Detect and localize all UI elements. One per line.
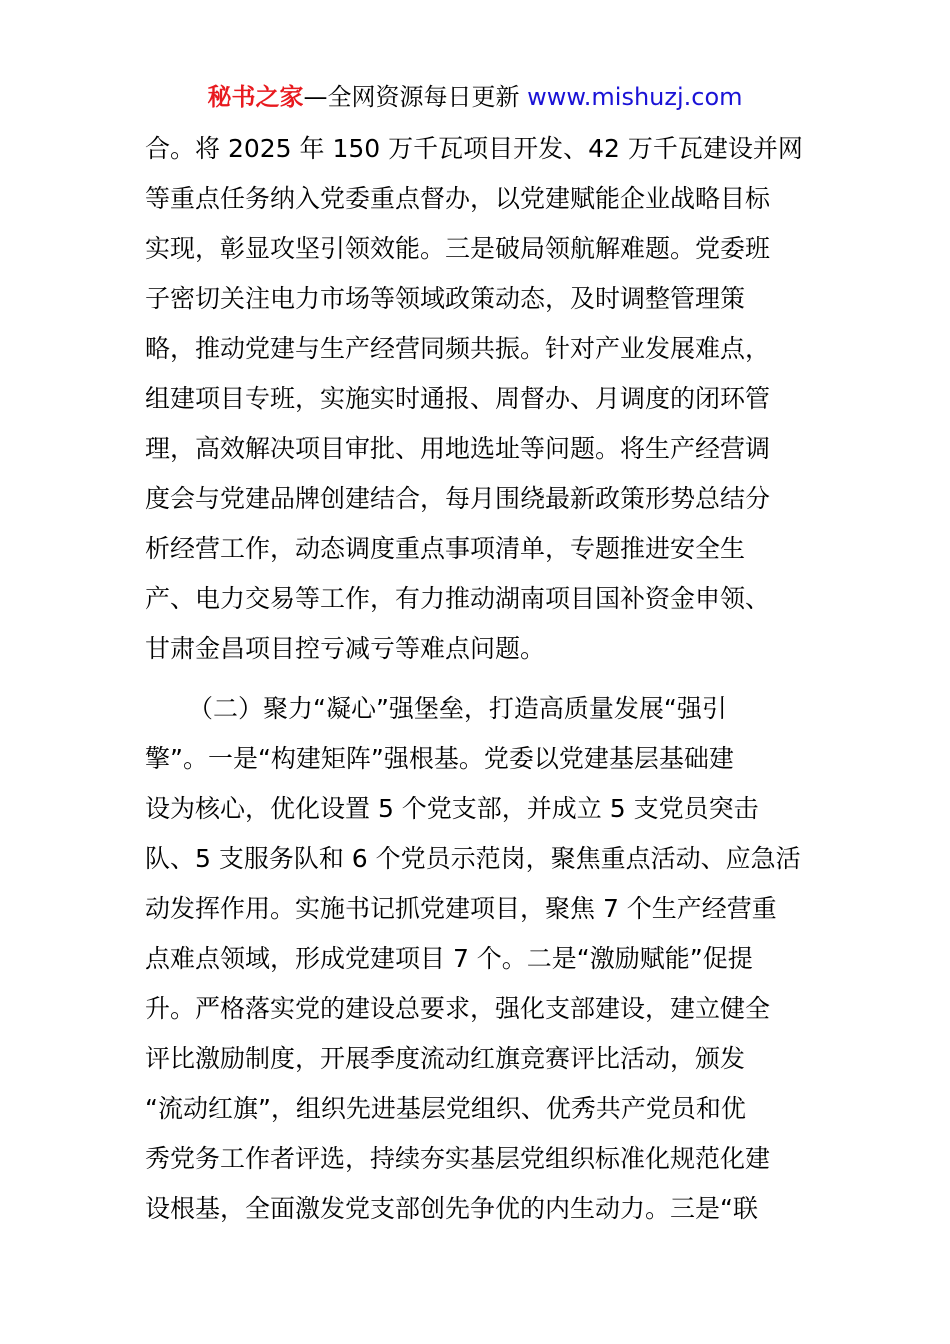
text-line: 点难点领域，形成党建项目 7 个。二是“激励赋能”促提 [145,944,753,973]
site-header [0,80,950,114]
text-line: 升。严格落实党的建设总要求，强化支部建设，建立健全 [145,994,771,1023]
paragraph-1 [145,124,815,674]
text-line: 设为核心，优化设置 5 个党支部，并成立 5 支党员突击 [145,794,759,823]
text-line: “流动红旗”，组织先进基层党组织、优秀共产党员和优 [145,1094,746,1123]
header-tagline: —全网资源每日更新 [303,83,528,111]
text-line: 评比激励制度，开展季度流动红旗竞赛评比活动，颁发 [145,1044,746,1073]
text-line: （二）聚力“凝心”强堡垒，打造高质量发展“强引 [188,694,727,723]
text-line: 度会与党建品牌创建结合，每月围绕最新政策形势总结分 [145,484,771,513]
text-line: 甘肃金昌项目控亏减亏等难点问题。 [145,634,546,663]
text-line: 析经营工作，动态调度重点事项清单，专题推进安全生 [145,534,746,563]
text-line: 合。将 2025 年 150 万千瓦项目开发、42 万千瓦建设并网 [145,134,803,163]
text-line: 略，推动党建与生产经营同频共振。针对产业发展难点， [145,334,771,363]
text-line: 理，高效解决项目审批、用地选址等问题。将生产经营调 [145,434,771,463]
text-line: 组建项目专班，实施实时通报、周督办、月调度的闭环管 [145,384,771,413]
text-line: 实现，彰显攻坚引领效能。三是破局领航解难题。党委班 [145,234,771,263]
text-line: 设根基，全面激发党支部创先争优的内生动力。三是“联 [145,1194,758,1223]
brand-name: 秘书之家 [207,83,304,111]
text-line: 动发挥作用。实施书记抓党建项目，聚焦 7 个生产经营重 [145,894,777,923]
site-url-link[interactable]: www.mishuzj.com [527,83,743,111]
text-line: 擎”。一是“构建矩阵”强根基。党委以党建基层基础建 [145,744,734,773]
text-line: 秀党务工作者评选，持续夯实基层党组织标准化规范化建 [145,1144,771,1173]
paragraph-2 [145,684,815,1234]
text-line: 等重点任务纳入党委重点督办，以党建赋能企业战略目标 [145,184,771,213]
paragraph-gap [145,674,815,684]
text-line: 子密切关注电力市场等领域政策动态，及时调整管理策 [145,284,746,313]
text-line: 队、5 支服务队和 6 个党员示范岗，聚焦重点活动、应急活 [145,844,801,873]
document-body [145,124,815,1234]
text-line: 产、电力交易等工作，有力推动湖南项目国补资金申领、 [145,584,771,613]
